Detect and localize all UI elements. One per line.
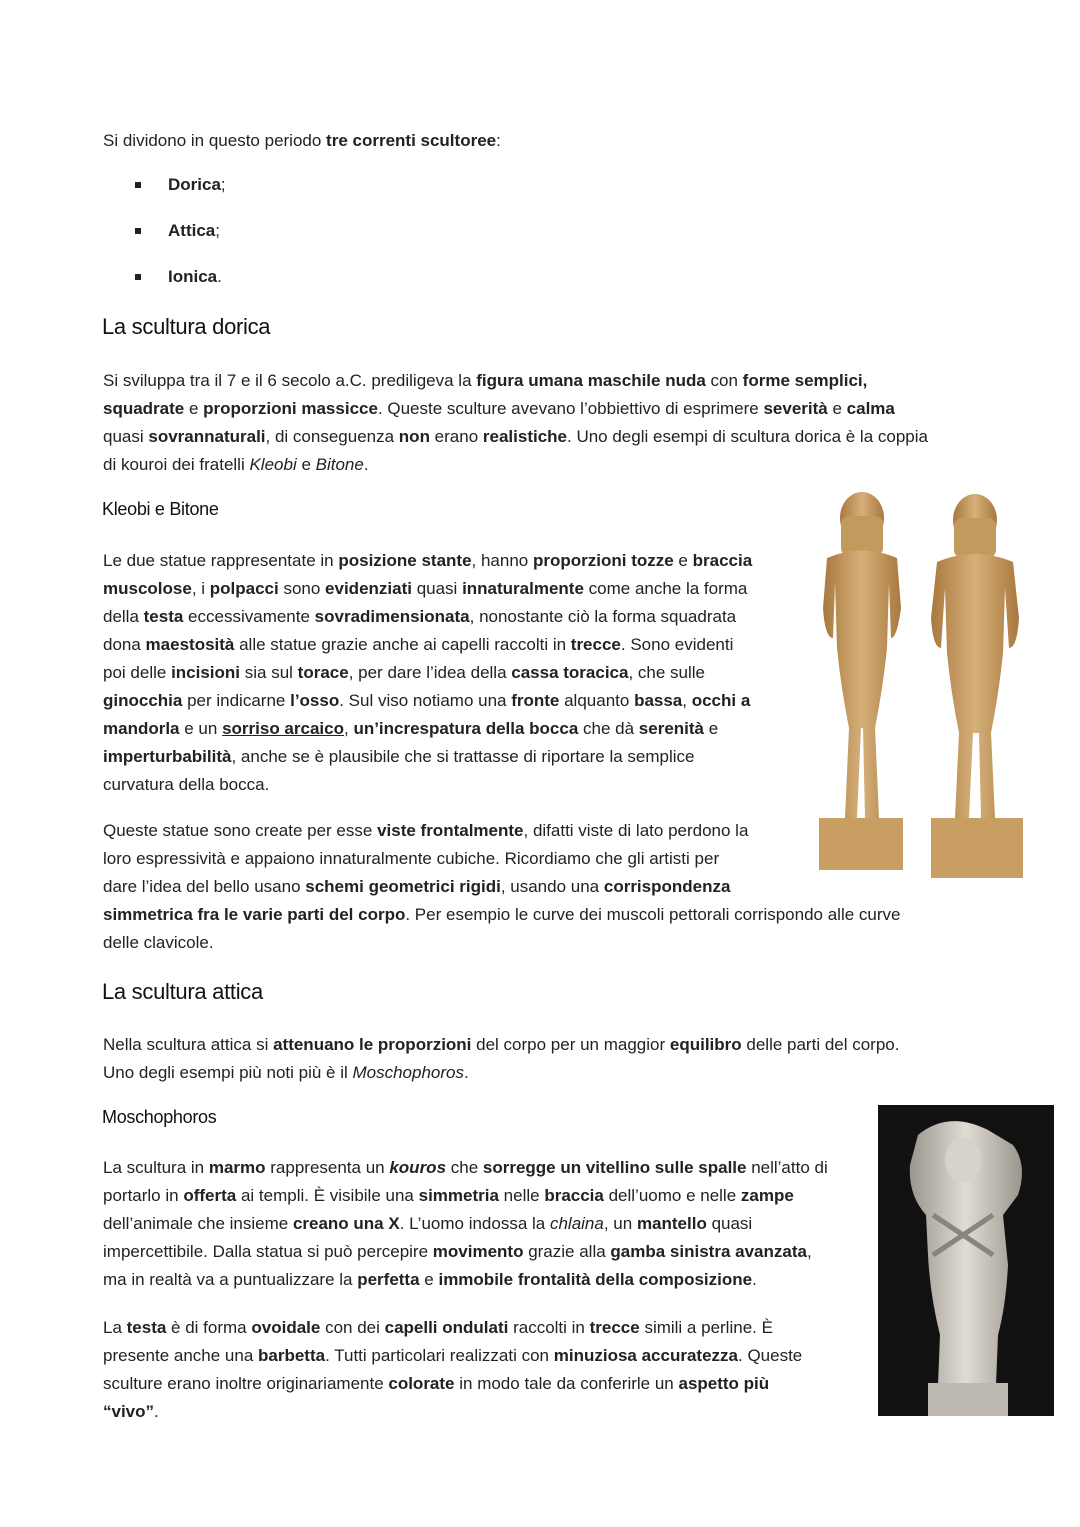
text-run: e	[419, 1270, 439, 1289]
text-run: ,	[343, 719, 354, 738]
list-item	[135, 263, 226, 309]
text-run: erano	[429, 427, 483, 446]
text-run: serenità	[638, 719, 704, 738]
text-run: . Per esempio le curve dei muscoli pettorali corrispondo alle curve	[405, 905, 901, 924]
text-run: e	[296, 455, 316, 474]
text-run: l’osso	[290, 691, 340, 710]
text-run: torace	[297, 663, 349, 682]
text-run: kouros	[389, 1158, 447, 1177]
attica-paragraph-3	[103, 1314, 802, 1426]
text-run: . Queste sculture avevano l’obbiettivo di esprimere	[377, 399, 764, 418]
intro-end: :	[496, 131, 501, 150]
text-run: che dà	[578, 719, 639, 738]
text-run: perfetta	[357, 1270, 420, 1289]
moschophoros-image	[878, 1105, 1054, 1416]
text-run: sorregge un vitellino sulle spalle	[482, 1158, 747, 1177]
text-run: proporzioni massicce	[203, 399, 378, 418]
text-run: del corpo per un maggior	[471, 1035, 670, 1054]
text-run: , di conseguenza	[265, 427, 399, 446]
text-run: e	[673, 551, 693, 570]
text-run: della	[103, 607, 144, 626]
text-run: Bitone	[315, 455, 364, 474]
text-run: , per dare l’idea della	[348, 663, 512, 682]
text-run: delle parti del corpo.	[741, 1035, 900, 1054]
text-run: immobile frontalità della composizione	[438, 1270, 753, 1289]
intro-bold: tre correnti scultoree	[326, 131, 497, 150]
text-run: , hanno	[471, 551, 533, 570]
text-run: barbetta	[258, 1346, 326, 1365]
heading-attica: La scultura attica	[102, 979, 263, 1004]
text-run: incisioni	[171, 663, 241, 682]
text-run: dell’uomo e nelle	[603, 1186, 741, 1205]
text-run: movimento	[432, 1242, 524, 1261]
text-run: muscolose	[103, 579, 192, 598]
text-run: simmetrica fra le varie parti del corpo	[103, 905, 406, 924]
text-run: . L’uomo indossa la	[399, 1214, 550, 1233]
text-run: offerta	[183, 1186, 237, 1205]
text-run: . Sul viso notiamo una	[339, 691, 512, 710]
text-run: mantello	[636, 1214, 707, 1233]
text-run: è di forma	[166, 1318, 252, 1337]
text-run: .	[363, 455, 369, 474]
text-run: di kouroi dei fratelli	[103, 455, 250, 474]
attica-paragraph-1	[103, 1031, 899, 1087]
text-run: chlaina	[549, 1214, 604, 1233]
text-run: per indicarne	[182, 691, 291, 710]
text-run: marmo	[208, 1158, 266, 1177]
text-run: loro espressività e appaiono innaturalmente cubiche. Ricordiamo che gli artisti per	[103, 849, 720, 868]
text-run: sovrannaturali	[148, 427, 266, 446]
text-run: , un	[603, 1214, 637, 1233]
text-run: Queste statue sono create per esse	[103, 821, 378, 840]
text-run: . Queste	[738, 1346, 803, 1365]
text-run: testa	[143, 607, 184, 626]
list-item	[135, 217, 226, 263]
text-run: , nonostante ciò la forma squadrata	[469, 607, 737, 626]
dorica-paragraph-1	[103, 367, 928, 479]
text-run: ,	[682, 691, 692, 710]
list-item-punct: ;	[215, 221, 220, 240]
text-run: equilibro	[669, 1035, 742, 1054]
text-run: fronte	[511, 691, 560, 710]
text-run: in modo tale da conferirle un	[454, 1374, 679, 1393]
text-run: viste frontalmente	[377, 821, 524, 840]
currents-list	[135, 171, 226, 309]
text-run: zampe	[740, 1186, 794, 1205]
text-run: polpacci	[209, 579, 279, 598]
text-run: con	[705, 371, 743, 390]
text-run: .	[464, 1063, 469, 1082]
subheading-moschophoros: Moschophoros	[102, 1107, 217, 1127]
text-run: corrispondenza	[603, 877, 731, 896]
text-run: simili a perline. È	[639, 1318, 773, 1337]
text-run: .	[752, 1270, 757, 1289]
statue-left	[819, 492, 903, 870]
text-run: sovradimensionata	[314, 607, 470, 626]
text-run: aspetto più	[678, 1374, 770, 1393]
text-run: cassa toracica	[511, 663, 629, 682]
text-run: ,	[806, 1242, 812, 1261]
text-run: grazie alla	[523, 1242, 611, 1261]
text-run: ma in realtà va a puntualizzare la	[103, 1270, 358, 1289]
text-run: sorriso arcaico	[222, 719, 344, 738]
bullet-square-icon	[135, 274, 141, 280]
text-run: occhi a	[691, 691, 751, 710]
text-run: trecce	[570, 635, 621, 654]
text-run: curvatura della bocca.	[103, 775, 270, 794]
text-run: realistiche	[482, 427, 567, 446]
text-run: sia sul	[240, 663, 298, 682]
text-run: calma	[846, 399, 895, 418]
text-run: sculture erano inoltre originariamente	[103, 1374, 389, 1393]
text-run: evidenziati	[325, 579, 412, 598]
text-run: figura umana maschile nuda	[476, 371, 706, 390]
heading-dorica: La scultura dorica	[102, 314, 271, 339]
text-run: Uno degli esempi più noti più è il	[103, 1063, 353, 1082]
list-item	[135, 171, 226, 217]
text-run: alquanto	[559, 691, 635, 710]
list-item-label: Ionica	[168, 267, 218, 286]
text-run: , i	[191, 579, 210, 598]
text-run: Si sviluppa tra il 7 e il 6 secolo a.C. prediligeva la	[103, 371, 477, 390]
text-run: .	[154, 1402, 159, 1421]
text-run: innaturalmente	[462, 579, 584, 598]
list-item-punct: .	[217, 267, 222, 286]
text-run: alle statue grazie anche ai capelli raccolti in	[234, 635, 571, 654]
bullet-square-icon	[135, 228, 141, 234]
text-run: nelle	[498, 1186, 545, 1205]
text-run: nell’atto di	[746, 1158, 828, 1177]
text-run: e	[704, 719, 719, 738]
text-run: proporzioni tozze	[532, 551, 674, 570]
text-run: gamba sinistra avanzata	[610, 1242, 807, 1261]
list-item-label: Dorica	[168, 175, 221, 194]
text-run: presente anche una	[103, 1346, 259, 1365]
attica-paragraph-2	[103, 1154, 828, 1294]
text-run: . Sono evidenti	[620, 635, 734, 654]
intro-text: Si dividono in questo periodo	[103, 131, 327, 150]
kleobi-bitone-image	[805, 488, 1035, 880]
text-run: Moschophoros	[352, 1063, 464, 1082]
text-run: quasi	[706, 1214, 753, 1233]
text-run: severità	[763, 399, 828, 418]
text-run: un’increspatura della bocca	[353, 719, 579, 738]
text-run: Le due statue rappresentate in	[103, 551, 339, 570]
text-run: capelli ondulati	[384, 1318, 509, 1337]
text-run: “vivo”	[103, 1402, 155, 1421]
text-run: ginocchia	[103, 691, 183, 710]
text-run: come anche la forma	[583, 579, 748, 598]
subheading-kleobi-bitone: Kleobi e Bitone	[102, 499, 219, 519]
text-run: delle clavicole.	[103, 933, 214, 952]
text-run: ai templi. È visibile una	[236, 1186, 419, 1205]
text-run: . Uno degli esempi di scultura dorica è la coppia	[567, 427, 928, 446]
text-run: e un	[179, 719, 223, 738]
text-run: . Tutti particolari realizzati con	[325, 1346, 554, 1365]
text-run: Kleobi	[249, 455, 297, 474]
intro-paragraph	[103, 127, 501, 155]
text-run: squadrate	[103, 399, 185, 418]
dorica-paragraph-3	[103, 817, 900, 957]
text-run: e	[184, 399, 204, 418]
text-run: maestosità	[145, 635, 235, 654]
text-run: con dei	[320, 1318, 385, 1337]
statue-right	[931, 494, 1023, 878]
text-run: eccessivamente	[183, 607, 315, 626]
text-run: sono	[278, 579, 326, 598]
text-run: dona	[103, 635, 146, 654]
text-run: che	[446, 1158, 483, 1177]
text-run: impercettibile. Dalla statua si può percepire	[103, 1242, 433, 1261]
text-run: Nella scultura attica si	[103, 1035, 274, 1054]
text-run: schemi geometrici rigidi	[305, 877, 501, 896]
text-run: dare l’idea del bello usano	[103, 877, 306, 896]
text-run: simmetria	[418, 1186, 499, 1205]
text-run: creano una X	[292, 1214, 400, 1233]
text-run: portarlo in	[103, 1186, 184, 1205]
text-run: La	[103, 1318, 127, 1337]
text-run: quasi	[103, 427, 149, 446]
text-run: trecce	[589, 1318, 640, 1337]
text-run: colorate	[388, 1374, 455, 1393]
text-run: , anche se è plausibile che si trattasse di riportare la semplice	[231, 747, 695, 766]
text-run: , usando una	[500, 877, 604, 896]
text-run: non	[398, 427, 430, 446]
text-run: braccia	[692, 551, 753, 570]
text-run: forme semplici,	[742, 371, 868, 390]
text-run: , che sulle	[628, 663, 705, 682]
text-run: dell’animale che insieme	[103, 1214, 293, 1233]
list-item-punct: ;	[220, 175, 226, 194]
text-run: , difatti viste di lato perdono la	[523, 821, 749, 840]
text-run: poi delle	[103, 663, 172, 682]
text-run: e	[827, 399, 847, 418]
list-item-label: Attica	[168, 221, 216, 240]
text-run: minuziosa accuratezza	[553, 1346, 738, 1365]
text-run: rappresenta un	[265, 1158, 390, 1177]
text-run: attenuano le proporzioni	[273, 1035, 472, 1054]
text-run: La scultura in	[103, 1158, 209, 1177]
text-run: posizione stante	[338, 551, 472, 570]
dorica-paragraph-2	[103, 547, 752, 799]
text-run: quasi	[411, 579, 463, 598]
text-run: bassa	[634, 691, 683, 710]
text-run: testa	[126, 1318, 167, 1337]
text-run: mandorla	[103, 719, 180, 738]
bullet-square-icon	[135, 182, 141, 188]
text-run: ovoidale	[251, 1318, 321, 1337]
text-run: raccolti in	[508, 1318, 590, 1337]
text-run: imperturbabilità	[103, 747, 232, 766]
text-run: braccia	[544, 1186, 604, 1205]
